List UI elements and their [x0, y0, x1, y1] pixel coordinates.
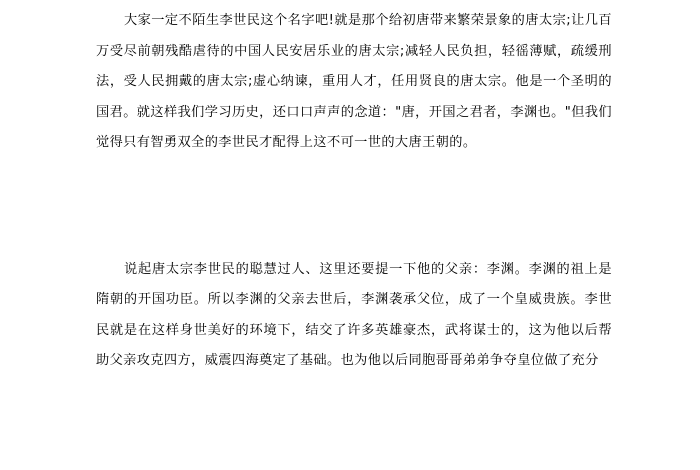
paragraph-2: 说起唐太宗李世民的聪慧过人、这里还要提一下他的父亲：李渊。李渊的祖上是隋朝的开国功臣。所以李渊的父亲去世后，李渊袭承父位，成了一个皇威贵族。李世民就是在这样身世美好的环境下，结交了许多英雄豪杰，武将谋士的，这为他以后帮助父亲攻克四方，威震四海奠定了基础。也为他以后同胞哥哥弟弟争夺皇位做了充分	[96, 261, 612, 368]
document-body	[96, 6, 612, 377]
paragraph-1: 大家一定不陌生李世民这个名字吧!就是那个给初唐带来繁荣景象的唐太宗;让几百万受尽前朝残酷虐待的中国人民安居乐业的唐太宗;减轻人民负担，轻徭薄赋，疏缓刑法，受人民拥戴的唐太宗;虚心纳谏，重用人才，任用贤良的唐太宗。他是一个圣明的国君。就这样我们学习历史，还口口声声的念道："唐，开国之君者，李渊也。"但我们觉得只有智勇双全的李世民才配得上这不可一世的大唐王朝的。	[96, 13, 612, 150]
paragraph-spacer	[96, 159, 612, 255]
